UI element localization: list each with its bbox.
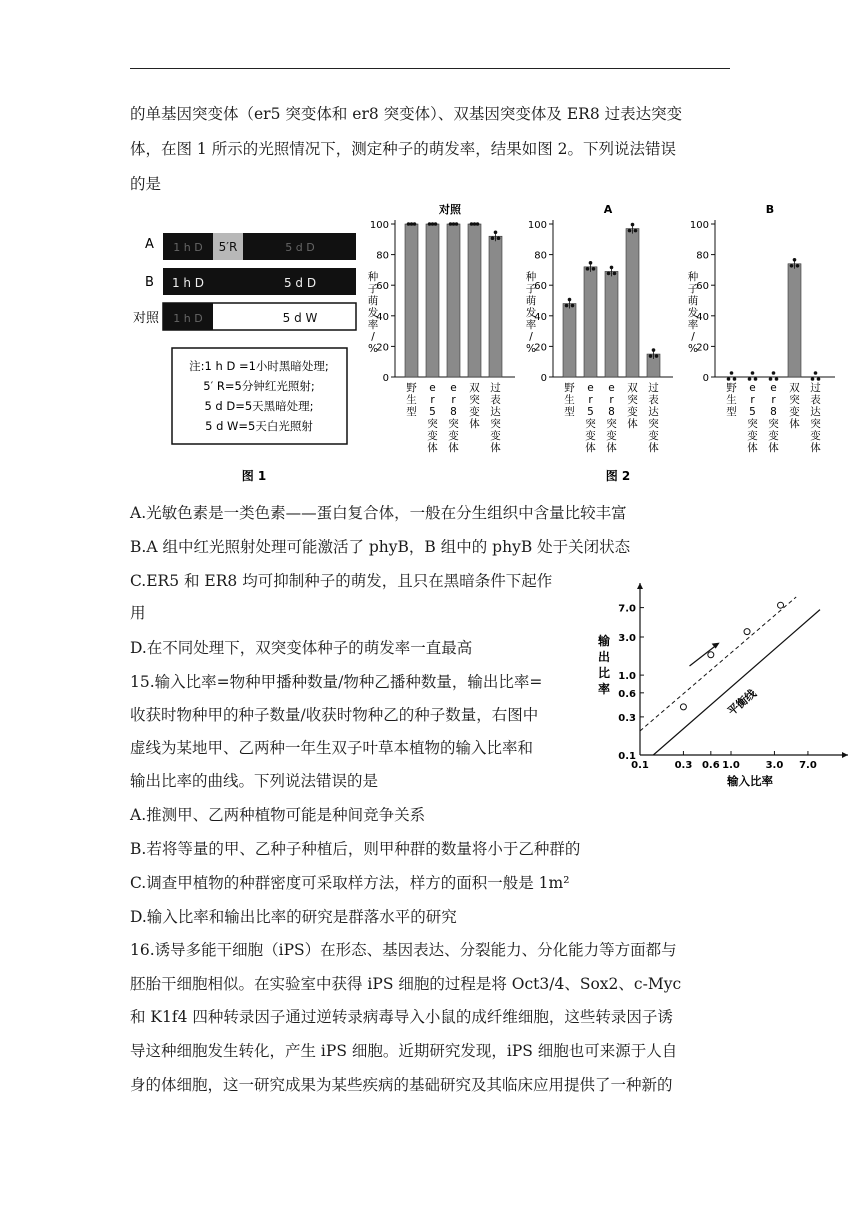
fig2-bar <box>605 271 618 377</box>
fig2-category-label: 过表达突变体 <box>648 382 659 454</box>
fig2-category-label: e r 8 突变体 <box>768 382 779 454</box>
fig2-ylabel-char: 萌 <box>367 295 379 307</box>
fig2-y-tick-label: 100 <box>689 220 709 231</box>
fig2-data-point <box>754 377 758 381</box>
fig2-ylabel-char: 子 <box>687 283 699 295</box>
fig2-ylabel-char: / <box>371 331 375 343</box>
q15-x-tick-label: 0.3 <box>674 760 693 771</box>
fig1-note-3: 5 d D=5天黑暗处理; <box>204 399 314 413</box>
fig1-row-label-control: 对照 <box>133 311 160 326</box>
fig2-category-label: e r 5 突变体 <box>427 382 438 454</box>
q15-x-label: 输入比率 <box>727 774 773 788</box>
fig1-note-2: 5′ R=5分钟红光照射; <box>203 379 315 393</box>
fig1-c-seg3: 5 d W <box>282 311 318 325</box>
q15-x-arrow <box>842 752 848 758</box>
fig2-y-tick-label: 60 <box>696 281 709 293</box>
fig2-ylabel-char: 率 <box>367 319 379 331</box>
fig2-data-point <box>494 230 498 234</box>
fig2-category-label: 双突变体 <box>627 382 638 430</box>
q15-option-d: D.输入比率和输出比率的研究是群落水平的研究 <box>130 908 457 926</box>
q15-option-b: B.若将等量的甲、乙种子种植后，则甲种群的数量将小于乙种群的 <box>130 840 581 858</box>
fig2-category-label: 双突变体 <box>789 382 800 430</box>
fig2-data-point <box>592 267 596 271</box>
fig1-b-seg3: 5 d D <box>283 276 317 290</box>
fig2-y-tick-label: 100 <box>527 220 547 231</box>
fig2-ylabel-char: 子 <box>525 283 537 295</box>
fig2-data-point <box>613 272 617 276</box>
q16-line-2: 胚胎干细胞相似。在实验室中获得 iPS 细胞的过程是将 Oct3/4、Sox2、c-Myc <box>130 975 682 993</box>
fig2-data-point <box>610 266 614 270</box>
header-rule <box>130 68 730 69</box>
fig2-y-tick-label: 20 <box>696 342 709 354</box>
fig2-ylabel-char: 率 <box>525 319 537 331</box>
fig2-bar <box>788 264 801 377</box>
fig2-bar <box>447 224 460 377</box>
fig2-ylabel-char: % <box>688 343 698 355</box>
q15-stem-2: 收获时物种甲的种子数量/收获时物种乙的种子数量，右图中 <box>130 706 539 724</box>
fig1-a-seg2: 5′R <box>218 240 238 254</box>
fig2-ylabel-char: 种 <box>367 271 379 283</box>
fig2-chart-1 <box>526 203 673 454</box>
fig2-category-label: 野生型 <box>564 382 575 418</box>
q15-y-arrow <box>637 583 643 589</box>
q15-y-tick-label: 3.0 <box>618 632 636 644</box>
fig2-ylabel-char: % <box>368 343 378 355</box>
fig2-data-point <box>727 377 731 381</box>
fig2-data-point <box>434 222 438 226</box>
intro-line-2: 体，在图 1 所示的光照情况下，测定种子的萌发率，结果如图 2。下列说法错误 <box>130 140 677 158</box>
fig2-bar <box>563 304 576 377</box>
q15-y-tick-label: 1.0 <box>618 671 636 683</box>
fig2-y-tick-label: 60 <box>534 281 547 293</box>
fig2-category-label: e r 5 突变体 <box>585 382 596 454</box>
q15-equilibrium-label: 平衡线 <box>725 686 759 719</box>
fig2-data-point <box>817 377 821 381</box>
fig2-data-point <box>565 304 569 308</box>
fig2-y-tick-label: 80 <box>534 250 547 262</box>
fig2-data-point <box>628 229 632 233</box>
fig1-a-seg1: 1 h D <box>173 241 203 254</box>
q15-stem-4: 输出比率的曲线。下列说法错误的是 <box>130 772 379 790</box>
q15-x-tick-label: 1.0 <box>722 760 740 771</box>
fig2-y-tick-label: 0 <box>540 373 547 384</box>
fig2-y-tick-label: 60 <box>376 281 389 293</box>
fig2-data-point <box>790 264 794 268</box>
fig2-data-point <box>796 264 800 268</box>
q16-line-1: 16.诱导多能干细胞（iPS）在形态、基因表达、分裂能力、分化能力等方面都与 <box>130 941 677 959</box>
fig2-y-tick-label: 100 <box>369 220 389 231</box>
fig2-category-label: 野生型 <box>726 382 737 418</box>
fig2-bar <box>489 236 502 377</box>
q15-x-tick-label: 7.0 <box>799 760 817 771</box>
fig1-row-label-a: A <box>145 237 154 252</box>
q15-y-label-char: 率 <box>597 682 611 696</box>
fig1-row-label-b: B <box>145 275 154 290</box>
fig2-ylabel-char: 子 <box>367 283 379 295</box>
q16-line-4: 导这种细胞发生转化，产生 iPS 细胞。近期研究发现，iPS 细胞也可来源于人自 <box>130 1042 678 1060</box>
fig2-y-tick-label: 20 <box>534 342 547 354</box>
fig2-y-tick-label: 40 <box>376 311 389 323</box>
q14-option-b: B.A 组中红光照射处理可能激活了 phyB，B 组中的 phyB 处于关闭状态 <box>130 538 631 556</box>
fig2-bar <box>584 267 597 377</box>
intro-line-1: 的单基因突变体（er5 突变体和 er8 突变体）、双基因突变体及 ER8 过表达突变 <box>130 105 683 123</box>
fig2-y-tick-label: 20 <box>376 342 389 354</box>
q15-data-point <box>744 629 750 635</box>
q14-option-a: A.光敏色素是一类色素——蛋白复合体，一般在分生组织中含量比较丰富 <box>130 504 627 522</box>
fig1-c-seg1: 1 h D <box>173 312 203 325</box>
fig2-y-tick-label: 0 <box>382 373 389 384</box>
q15-x-tick-label: 3.0 <box>765 760 784 771</box>
fig2-data-point <box>476 222 480 226</box>
q15-dashed-curve <box>640 597 796 731</box>
fig2-bar <box>626 229 639 377</box>
fig2-data-point <box>769 377 773 381</box>
q15-y-label-char: 比 <box>597 666 611 680</box>
fig2-ylabel-char: % <box>526 343 536 355</box>
fig2-chart-title: 对照 <box>439 203 461 216</box>
fig2-ylabel-char: 种 <box>525 271 537 283</box>
fig2-data-point <box>491 236 495 240</box>
fig2-data-point <box>497 236 501 240</box>
fig2-category-label: e r 8 突变体 <box>448 382 459 454</box>
q15-y-tick-label: 0.6 <box>618 688 636 700</box>
fig2-ylabel-char: 萌 <box>687 295 699 307</box>
q15-ratio-chart <box>590 575 855 795</box>
fig2-data-point <box>589 261 593 265</box>
fig2-y-tick-label: 40 <box>696 311 709 323</box>
fig2-data-point <box>655 354 659 358</box>
fig2-chart-0 <box>368 202 515 454</box>
figure-2 <box>365 200 835 490</box>
fig1-b-seg1: 1 h D <box>171 276 205 290</box>
q14-option-c-cont: 用 <box>130 604 146 622</box>
fig2-data-point <box>793 258 797 262</box>
fig2-ylabel-char: 发 <box>367 307 379 319</box>
fig2-bar <box>426 224 439 377</box>
fig2-data-point <box>413 222 417 226</box>
fig2-data-point <box>634 229 638 233</box>
fig2-caption: 图 2 <box>605 469 631 483</box>
fig2-data-point <box>568 298 572 302</box>
fig2-y-tick-label: 80 <box>696 250 709 262</box>
fig2-ylabel-char: 发 <box>687 307 699 319</box>
fig2-data-point <box>455 222 459 226</box>
q15-x-tick-label: 0.6 <box>701 760 720 771</box>
fig2-y-tick-label: 0 <box>702 373 709 384</box>
fig2-bar <box>405 224 418 377</box>
fig2-chart-title: A <box>603 203 613 216</box>
fig2-chart-title: B <box>765 203 775 216</box>
q15-data-point <box>680 704 686 710</box>
fig2-data-point <box>733 377 737 381</box>
q15-y-tick-label: 0.1 <box>618 751 636 762</box>
fig2-category-label: 双突变体 <box>469 382 480 430</box>
fig2-data-point <box>586 267 590 271</box>
fig2-category-label: 过表达突变体 <box>490 382 501 454</box>
q15-option-a: A.推测甲、乙两种植物可能是种间竞争关系 <box>130 806 426 824</box>
fig2-category-label: 野生型 <box>406 382 417 418</box>
fig1-a-seg3: 5 d D <box>285 241 315 254</box>
q15-y-tick-label: 0.3 <box>618 712 636 724</box>
q14-option-d: D.在不同处理下，双突变体种子的萌发率一直最高 <box>130 639 473 657</box>
fig2-data-point <box>652 348 656 352</box>
q15-stem-3: 虚线为某地甲、乙两种一年生双子叶草本植物的输入比率和 <box>130 739 534 757</box>
q15-y-tick-label: 7.0 <box>618 603 636 615</box>
fig2-category-label: e r 5 突变体 <box>747 382 758 454</box>
intro-line-3: 的是 <box>130 175 162 193</box>
fig2-ylabel-char: 种 <box>687 271 699 283</box>
fig2-bar <box>468 224 481 377</box>
q14-option-c: C.ER5 和 ER8 均可抑制种子的萌发，且只在黑暗条件下起作 <box>130 572 553 590</box>
fig2-chart-2 <box>688 203 835 454</box>
fig1-caption: 图 1 <box>241 469 267 483</box>
fig1-note-4: 5 d W=5天白光照射 <box>205 419 313 433</box>
fig2-data-point <box>571 304 575 308</box>
q16-line-3: 和 K1f4 四种转录因子通过逆转录病毒导入小鼠的成纤维细胞，这些转录因子诱 <box>130 1008 673 1026</box>
fig2-data-point <box>751 371 755 375</box>
fig2-data-point <box>748 377 752 381</box>
q15-data-point <box>778 602 784 608</box>
fig2-ylabel-char: 发 <box>525 307 537 319</box>
q15-stem-1: 15.输入比率=物种甲播种数量/物种乙播种数量，输出比率= <box>130 673 543 691</box>
q15-option-c: C.调查甲植物的种群密度可采取样方法，样方的面积一般是 1m² <box>130 874 570 892</box>
fig2-data-point <box>607 272 611 276</box>
q15-x-tick-label: 0.1 <box>631 760 649 771</box>
q15-y-label-char: 出 <box>597 650 611 664</box>
fig2-ylabel-char: / <box>529 331 533 343</box>
fig2-ylabel-char: / <box>691 331 695 343</box>
fig1-note-1: 注:1 h D =1小时黑暗处理; <box>189 359 329 373</box>
fig2-y-tick-label: 40 <box>534 311 547 323</box>
fig2-data-point <box>814 371 818 375</box>
fig2-data-point <box>631 223 635 227</box>
q16-line-5: 身的体细胞，这一研究成果为某些疾病的基础研究及其临床应用提供了一种新的 <box>130 1076 673 1094</box>
fig2-y-tick-label: 80 <box>376 250 389 262</box>
fig2-data-point <box>649 354 653 358</box>
fig2-data-point <box>772 371 776 375</box>
fig2-data-point <box>775 377 779 381</box>
fig2-ylabel-char: 率 <box>687 319 699 331</box>
fig2-data-point <box>811 377 815 381</box>
fig2-ylabel-char: 萌 <box>525 295 537 307</box>
fig2-data-point <box>730 371 734 375</box>
fig2-category-label: e r 8 突变体 <box>606 382 617 454</box>
fig2-category-label: 过表达突变体 <box>810 382 821 454</box>
q15-y-label-char: 输 <box>597 634 611 648</box>
q15-equilibrium-line <box>653 610 820 755</box>
figure-1 <box>130 200 370 490</box>
q15-data-point <box>708 652 714 658</box>
